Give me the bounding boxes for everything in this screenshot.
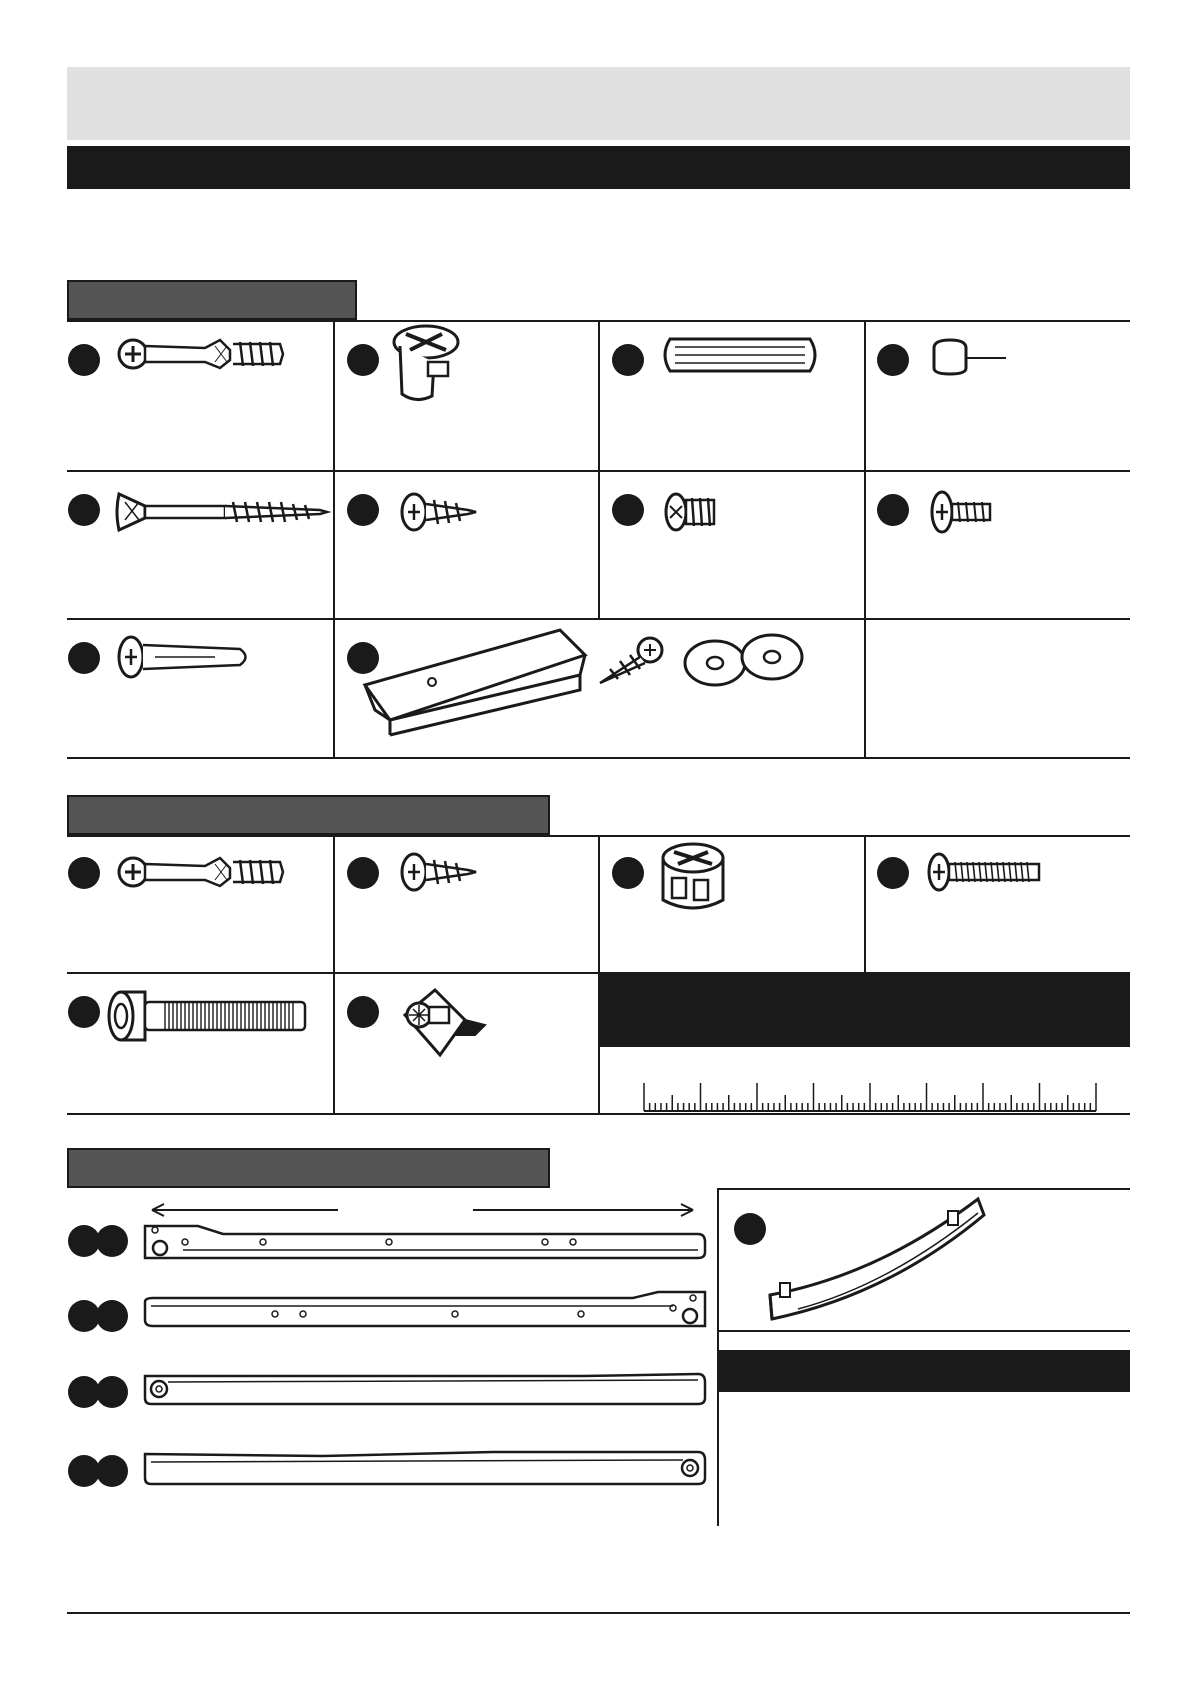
section-3-header xyxy=(67,1148,550,1188)
title-bar xyxy=(67,146,1130,189)
divider xyxy=(598,320,600,618)
shelf-pin-icon xyxy=(115,635,255,680)
divider xyxy=(718,1330,1130,1332)
footer-divider xyxy=(67,1612,1130,1614)
euro-screw-icon xyxy=(662,490,722,535)
handle-screw-icon xyxy=(928,490,1003,535)
note-header xyxy=(718,1350,1130,1392)
part-number-badge xyxy=(612,494,644,526)
cam-bolt-icon xyxy=(115,850,290,900)
part-number-badge xyxy=(877,494,909,526)
divider xyxy=(864,835,866,972)
divider xyxy=(67,1113,1130,1115)
part-number-badge xyxy=(347,996,379,1028)
part-number-badge xyxy=(347,344,379,376)
part-number-badge xyxy=(612,857,644,889)
wooden-dowel-icon xyxy=(660,335,820,380)
drawer-handle-icon xyxy=(768,1195,988,1325)
divider xyxy=(864,320,866,757)
section-1-header xyxy=(67,280,357,320)
connector-bolt-icon xyxy=(105,990,315,1045)
long-screw-icon xyxy=(115,490,330,535)
section-2-header xyxy=(67,795,550,835)
ruler-icon xyxy=(640,1075,1100,1113)
part-number-badge xyxy=(68,494,100,526)
part-number-badge xyxy=(96,1300,128,1332)
part-number-badge xyxy=(612,344,644,376)
part-number-badge xyxy=(68,642,100,674)
short-screw-icon xyxy=(398,850,483,895)
part-number-badge xyxy=(96,1376,128,1408)
part-number-badge xyxy=(68,344,100,376)
part-number-badge xyxy=(877,857,909,889)
cam-nut-icon xyxy=(658,840,728,920)
divider xyxy=(333,835,335,1113)
cam-lock-icon xyxy=(388,322,468,412)
furniture-glide-icon xyxy=(932,340,1012,380)
divider xyxy=(718,1188,1130,1190)
part-number-badge xyxy=(734,1213,766,1245)
cam-bolt-icon xyxy=(115,332,290,382)
drawer-runner-icon xyxy=(143,1448,708,1488)
short-screw-icon xyxy=(398,490,483,535)
divider xyxy=(67,618,1130,620)
note-text xyxy=(718,1400,1130,1520)
machine-screw-icon xyxy=(925,850,1045,895)
ruler-info-panel xyxy=(598,972,1130,1047)
part-number-badge xyxy=(68,857,100,889)
divider xyxy=(67,757,1130,759)
anti-tip-kit-icon xyxy=(360,625,830,755)
top-banner xyxy=(67,67,1130,140)
part-number-badge xyxy=(96,1225,128,1257)
drawer-runner-icon xyxy=(143,1222,708,1264)
divider xyxy=(333,320,335,757)
drawer-runner-icon xyxy=(143,1290,708,1332)
intro-text xyxy=(67,212,1130,252)
part-number-badge xyxy=(96,1455,128,1487)
direction-arrows xyxy=(148,1200,698,1220)
part-number-badge xyxy=(68,996,100,1028)
part-number-badge xyxy=(347,857,379,889)
drawer-runner-icon xyxy=(143,1372,708,1408)
part-number-badge xyxy=(347,494,379,526)
part-number-badge xyxy=(877,344,909,376)
corner-block-icon xyxy=(395,985,490,1060)
